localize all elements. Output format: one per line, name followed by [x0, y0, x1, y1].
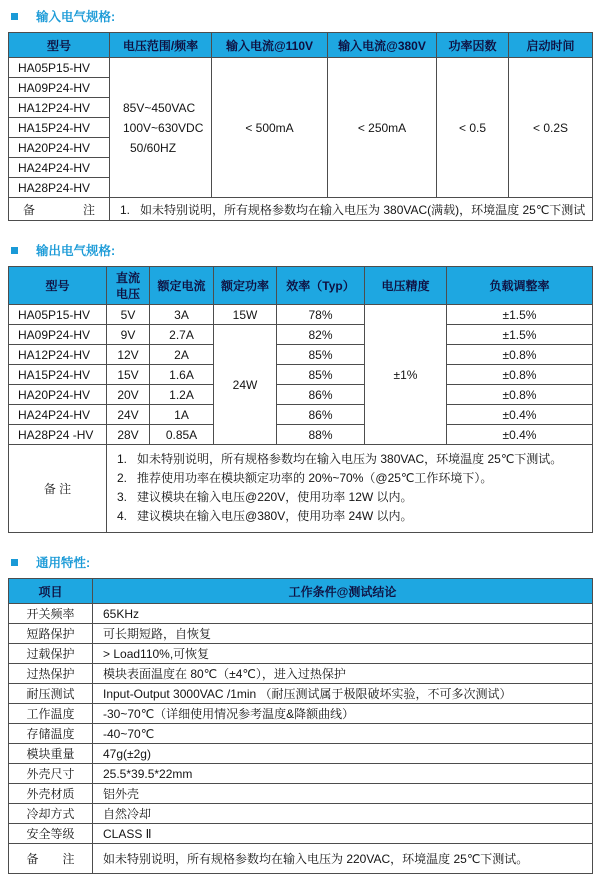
header-cell-voltage-precision: 电压精度 — [365, 267, 447, 305]
efficiency-cell: 78% — [277, 305, 365, 325]
table-row — [9, 684, 593, 704]
header-cell-power-factor: 功率因数 — [437, 33, 509, 58]
current-110v-cell: < 500mA — [212, 58, 328, 198]
model-cell: HA12P24-HV — [9, 98, 110, 118]
remark-row — [9, 198, 593, 221]
table-row — [9, 365, 593, 385]
dc-voltage-cell: 20V — [107, 385, 150, 405]
table-row — [9, 744, 593, 764]
bullet-square-icon — [11, 13, 18, 20]
value-cell: 自然冷却 — [93, 804, 593, 824]
header-cell-efficiency: 效率（Typ） — [277, 267, 365, 305]
load-regulation-cell: ±0.8% — [447, 365, 593, 385]
model-cell: HA15P24-HV — [9, 118, 110, 138]
output-section-title-text: 输出电气规格: — [36, 244, 116, 258]
rated-current-cell: 0.85A — [150, 425, 214, 445]
efficiency-cell: 85% — [277, 345, 365, 365]
header-cell-startup-time: 启动时间 — [509, 33, 593, 58]
efficiency-cell: 88% — [277, 425, 365, 445]
table-row — [9, 345, 593, 365]
input-section-title — [11, 7, 600, 25]
item-cell: 外壳材质 — [9, 784, 93, 804]
header-cell-voltage-range: 电压范围/频率 — [110, 33, 212, 58]
remark-row — [9, 445, 593, 533]
output-header-row — [9, 267, 593, 305]
header-cell-model: 型号 — [9, 33, 110, 58]
value-cell: 25.5*39.5*22mm — [93, 764, 593, 784]
dc-voltage-cell: 28V — [107, 425, 150, 445]
model-cell: HA28P24 -HV — [9, 425, 107, 445]
remark-text — [107, 445, 593, 533]
dc-voltage-cell: 24V — [107, 405, 150, 425]
item-cell: 过载保护 — [9, 644, 93, 664]
value-cell: 可长期短路，自恢复 — [93, 624, 593, 644]
input-header-row — [9, 33, 593, 58]
rated-power-cell: 24W — [214, 325, 277, 445]
table-row — [9, 624, 593, 644]
voltage-range-cell — [110, 58, 212, 198]
header-cell-dc-voltage — [107, 267, 150, 305]
header-cell-item: 项目 — [9, 579, 93, 604]
general-spec-section — [0, 553, 600, 874]
value-cell: Input-Output 3000VAC /1min （耐压测试属于极限破坏实验，不可多次测试） — [93, 684, 593, 704]
value-cell: 铝外壳 — [93, 784, 593, 804]
remark-line: 2. 推荐使用功率在模块额定功率的 20%~70%（@25℃工作环境下）。 — [117, 471, 493, 485]
general-spec-table — [8, 578, 593, 874]
rated-current-cell: 1.2A — [150, 385, 214, 405]
remark-label: 备 注 — [9, 844, 93, 874]
header-cell-current-110v: 输入电流@110V — [212, 33, 328, 58]
table-row — [9, 824, 593, 844]
model-cell: HA05P15-HV — [9, 58, 110, 78]
input-spec-table — [8, 32, 593, 221]
table-row — [9, 425, 593, 445]
item-cell: 冷却方式 — [9, 804, 93, 824]
item-cell: 开关频率 — [9, 604, 93, 624]
header-cell-current-380v: 输入电流@380V — [328, 33, 437, 58]
item-cell: 模块重量 — [9, 744, 93, 764]
output-spec-table — [8, 266, 593, 533]
header-cell-rated-power: 额定功率 — [214, 267, 277, 305]
load-regulation-cell: ±0.4% — [447, 405, 593, 425]
table-row — [9, 724, 593, 744]
table-row — [9, 325, 593, 345]
value-cell: 65KHz — [93, 604, 593, 624]
table-row — [9, 704, 593, 724]
input-spec-section — [0, 7, 600, 221]
dc-voltage-cell: 15V — [107, 365, 150, 385]
item-cell: 短路保护 — [9, 624, 93, 644]
remark-row — [9, 844, 593, 874]
general-header-row — [9, 579, 593, 604]
rated-current-cell: 1A — [150, 405, 214, 425]
table-row — [9, 58, 593, 78]
table-row — [9, 764, 593, 784]
load-regulation-cell: ±0.8% — [447, 385, 593, 405]
remark-line: 1. 如未特别说明，所有规格参数均在输入电压为 380VAC，环境温度 25℃下测试。 — [117, 452, 563, 466]
dc-voltage-header-line: 直流 — [115, 270, 140, 285]
value-cell: -30~70℃（详细使用情况参考温度&降额曲线） — [93, 704, 593, 724]
model-cell: HA28P24-HV — [9, 178, 110, 198]
remark-label: 备 注 — [9, 445, 107, 533]
output-spec-section — [0, 241, 600, 533]
header-cell-load-regulation: 负载调整率 — [447, 267, 593, 305]
item-cell: 存储温度 — [9, 724, 93, 744]
dc-voltage-cell: 12V — [107, 345, 150, 365]
model-cell: HA12P24-HV — [9, 345, 107, 365]
value-cell: CLASS Ⅱ — [93, 824, 593, 844]
item-cell: 耐压测试 — [9, 684, 93, 704]
voltage-precision-cell: ±1% — [365, 305, 447, 445]
model-cell: HA05P15-HV — [9, 305, 107, 325]
rated-power-cell: 15W — [214, 305, 277, 325]
model-cell: HA24P24-HV — [9, 158, 110, 178]
bullet-square-icon — [11, 559, 18, 566]
load-regulation-cell: ±0.8% — [447, 345, 593, 365]
voltage-range-line: 100V~630VDC — [123, 120, 204, 135]
table-row — [9, 405, 593, 425]
load-regulation-cell: ±1.5% — [447, 305, 593, 325]
header-cell-condition: 工作条件@测试结论 — [93, 579, 593, 604]
efficiency-cell: 86% — [277, 385, 365, 405]
item-cell: 工作温度 — [9, 704, 93, 724]
table-row — [9, 784, 593, 804]
table-row — [9, 385, 593, 405]
remark-text: 如未特别说明，所有规格参数均在输入电压为 220VAC，环境温度 25℃下测试。 — [93, 844, 593, 874]
remark-line: 4. 建议模块在输入电压@380V，使用功率 24W 以内。 — [117, 509, 413, 523]
header-cell-model: 型号 — [9, 267, 107, 305]
power-factor-cell: < 0.5 — [437, 58, 509, 198]
rated-current-cell: 3A — [150, 305, 214, 325]
value-cell: 47g(±2g) — [93, 744, 593, 764]
model-cell: HA09P24-HV — [9, 78, 110, 98]
value-cell: > Load110%,可恢复 — [93, 644, 593, 664]
rated-current-cell: 2A — [150, 345, 214, 365]
output-section-title — [11, 241, 600, 259]
item-cell: 过热保护 — [9, 664, 93, 684]
general-section-title-text: 通用特性: — [36, 556, 91, 570]
remark-line: 3. 建议模块在输入电压@220V，使用功率 12W 以内。 — [117, 490, 413, 504]
rated-current-cell: 2.7A — [150, 325, 214, 345]
table-row — [9, 604, 593, 624]
model-cell: HA24P24-HV — [9, 405, 107, 425]
value-cell: -40~70℃ — [93, 724, 593, 744]
load-regulation-cell: ±0.4% — [447, 425, 593, 445]
dc-voltage-cell: 9V — [107, 325, 150, 345]
table-row — [9, 644, 593, 664]
efficiency-cell: 82% — [277, 325, 365, 345]
table-row — [9, 305, 593, 325]
model-cell: HA15P24-HV — [9, 365, 107, 385]
voltage-range-line: 50/60HZ — [130, 140, 177, 155]
table-row — [9, 664, 593, 684]
value-cell: 模块表面温度在 80℃（±4℃），进入过热保护 — [93, 664, 593, 684]
voltage-range-line: 85V~450VAC — [123, 100, 196, 115]
input-section-title-text: 输入电气规格: — [36, 10, 116, 24]
load-regulation-cell: ±1.5% — [447, 325, 593, 345]
remark-text: 1. 如未特别说明，所有规格参数均在输入电压为 380VAC(满载)，环境温度 25℃下测试 — [110, 198, 593, 221]
table-row — [9, 804, 593, 824]
remark-label: 备 注 — [9, 198, 110, 221]
model-cell: HA20P24-HV — [9, 385, 107, 405]
efficiency-cell: 86% — [277, 405, 365, 425]
model-cell: HA09P24-HV — [9, 325, 107, 345]
bullet-square-icon — [11, 247, 18, 254]
model-cell: HA20P24-HV — [9, 138, 110, 158]
startup-time-cell: < 0.2S — [509, 58, 593, 198]
header-cell-rated-current: 额定电流 — [150, 267, 214, 305]
current-380v-cell: < 250mA — [328, 58, 437, 198]
dc-voltage-cell: 5V — [107, 305, 150, 325]
dc-voltage-header-line: 电压 — [115, 286, 140, 301]
rated-current-cell: 1.6A — [150, 365, 214, 385]
item-cell: 外壳尺寸 — [9, 764, 93, 784]
item-cell: 安全等级 — [9, 824, 93, 844]
efficiency-cell: 85% — [277, 365, 365, 385]
general-section-title — [11, 553, 600, 571]
